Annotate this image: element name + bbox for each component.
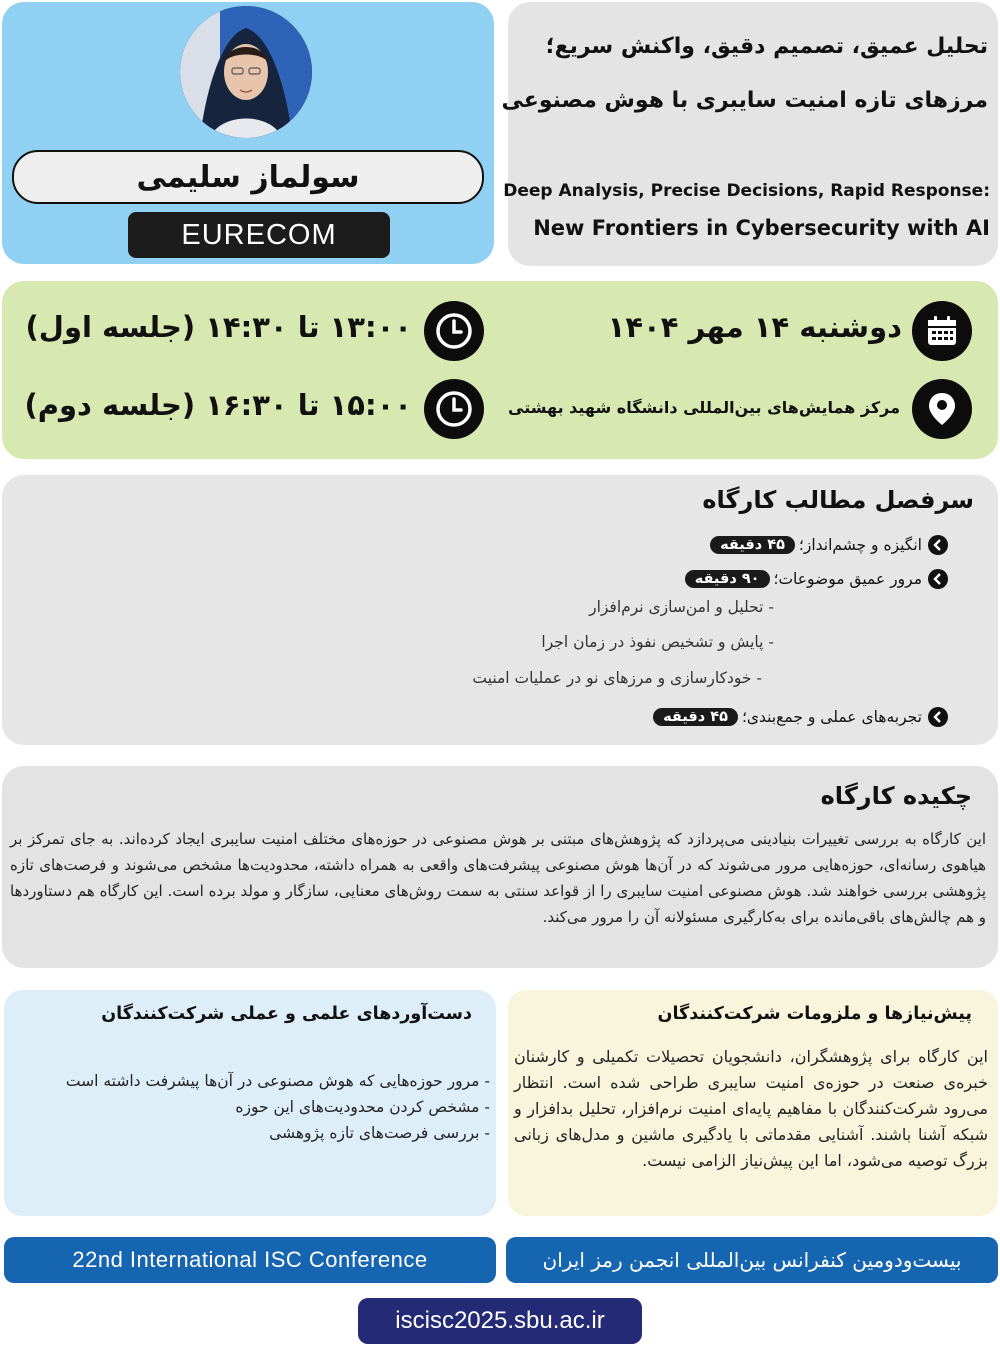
map-pin-icon <box>912 379 972 439</box>
chevron-left-icon <box>928 535 948 555</box>
title-en-line1: Deep Analysis, Precise Decisions, Rapid Response: <box>503 181 990 201</box>
session-2-time: ۱۵:۰۰ تا ۱۶:۳۰ (جلسه دوم) <box>24 388 412 422</box>
outline-subitem: - خودکارسازی و مرزهای نو در عملیات امنیت <box>472 669 762 687</box>
outline-subitem: - تحلیل و امن‌سازی نرم‌افزار <box>589 598 774 616</box>
clock-icon <box>424 301 484 361</box>
outline-item-duration: ۴۵ دقیقه <box>710 536 795 554</box>
chevron-left-icon <box>928 707 948 727</box>
workshop-date: دوشنبه ۱۴ مهر ۱۴۰۴ <box>607 310 902 344</box>
outline-item <box>653 707 948 727</box>
outline-item-duration: ۴۵ دقیقه <box>653 708 738 726</box>
outline-card <box>2 475 998 745</box>
speaker-photo <box>180 6 312 138</box>
speaker-affiliation: EURECOM <box>128 212 390 258</box>
calendar-icon <box>912 301 972 361</box>
title-fa-line1: تحلیل عمیق، تصمیم دقیق، واکنش سریع؛ <box>545 34 988 59</box>
speaker-name: سولماز سلیمی <box>12 150 484 204</box>
title-fa-line2: مرزهای تازه امنیت سایبری با هوش مصنوعی <box>501 88 988 113</box>
conference-name-fa: بیست‌ودومین کنفرانس بین‌المللی انجمن رمز ایران <box>506 1237 998 1283</box>
session-1-time: ۱۳:۰۰ تا ۱۴:۳۰ (جلسه اول) <box>25 310 412 344</box>
abstract-title: چکیده کارگاه <box>820 782 972 810</box>
speaker-photo-illustration <box>180 6 312 138</box>
schedule-card <box>2 281 998 459</box>
title-en-line2: New Frontiers in Cybersecurity with AI <box>533 216 990 240</box>
outline-subitem: - پایش و تشخیص نفوذ در زمان اجرا <box>541 633 774 651</box>
outline-item-duration: ۹۰ دقیقه <box>685 570 770 588</box>
clock-icon <box>424 379 484 439</box>
workshop-location: مرکز همایش‌های بین‌المللی دانشگاه شهید بهشتی <box>508 398 900 417</box>
outline-item <box>685 569 948 589</box>
prerequisites-title: پیش‌نیازها و ملزومات شرکت‌کنندگان <box>657 1004 972 1024</box>
abstract-text: این کارگاه به بررسی تغییرات بنیادینی می‌پردازد که پژوهش‌های مبتنی بر هوش مصنوعی در حوزه‌های مختلف امنیت سایبری ایجاد کرده‌اند. به جای تمرکز بر هیاهوی رسانه‌ای، حوزه‌هایی مرور می‌شوند که در آن‌ها هوش مصنوعی پیشرفت‌های واقعی به همراه داشته، محدودیت‌ها مشخص می‌شوند و فرصت‌های تازه پژوهشی بررسی خواهند شد. هوش مصنوعی امنیت سایبری را از قواعد سنتی به سمت روش‌های معنایی، سازگار و مولد برده است. این کارگاه هم دستاوردها و هم چالش‌های باقی‌مانده برای به‌کارگیری مسئولانه آن را مرور می‌کند. <box>10 830 986 926</box>
outline-item-label: انگیزه و چشم‌انداز؛ <box>798 536 922 554</box>
outcome-item: - بررسی فرصت‌های تازه پژوهشی <box>269 1124 490 1142</box>
conference-name-en: 22nd International ISC Conference <box>4 1237 496 1283</box>
prerequisites-text: این کارگاه برای پژوهشگران، دانشجویان تحصیلات تکمیلی و کارشنان خبره‌ی صنعت در حوزه‌ی امنیت سایبری طراحی شده است. انتظار می‌رود شرکت‌کنندگان با مفاهیم پایه‌ای امنیت نرم‌افزار، تحلیل بدافزار و شبکه آشنا باشند. آشنایی مقدماتی با یادگیری ماشین و مدل‌های زبانی بزرگ توصیه می‌شود، اما این پیش‌نیاز الزامی نیست. <box>514 1047 988 1170</box>
outline-item <box>710 535 948 555</box>
outcome-item: - مرور حوزه‌هایی که هوش مصنوعی در آن‌ها پیشرفت داشته است <box>65 1072 490 1090</box>
conference-url-link[interactable]: iscisc2025.sbu.ac.ir <box>358 1298 642 1344</box>
outline-item-label: مرور عمیق موضوعات؛ <box>773 570 922 588</box>
outline-title: سرفصل مطالب کارگاه <box>702 486 974 514</box>
chevron-left-icon <box>928 569 948 589</box>
outcomes-title: دست‌آوردهای علمی و عملی شرکت‌کنندگان <box>101 1004 472 1024</box>
outcome-item: - مشخص کردن محدودیت‌های این حوزه <box>235 1098 490 1116</box>
outline-item-label: تجربه‌های عملی و جمع‌بندی؛ <box>741 708 922 726</box>
